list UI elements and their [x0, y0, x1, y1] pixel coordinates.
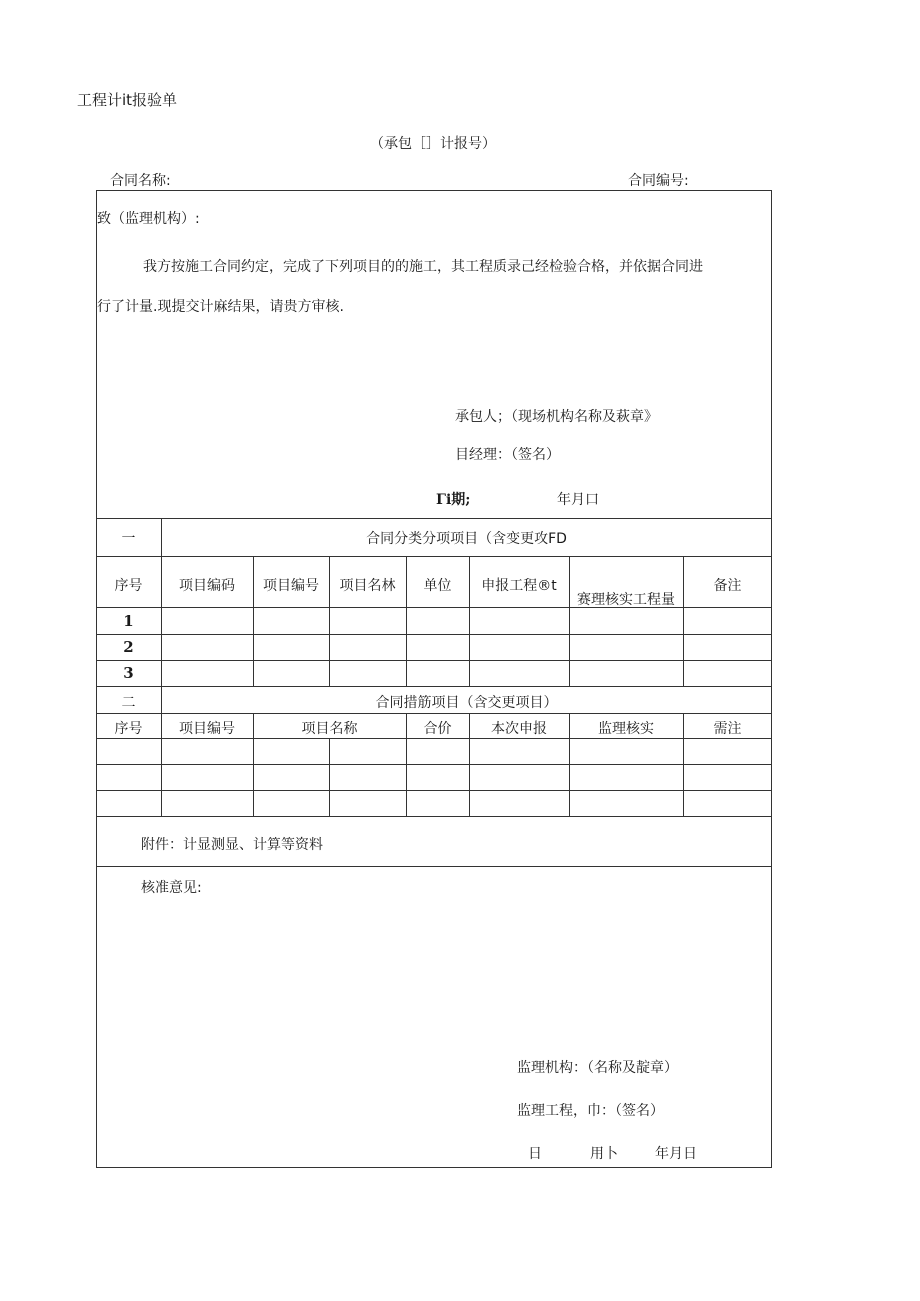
section1-row-3: 3	[123, 664, 134, 682]
manager-signature-line: 目经理：（签名）	[455, 447, 560, 463]
supervision-agency-line: 监理机构：（名称及靛章）	[517, 1060, 678, 1076]
contract-name-label: 合同名称:	[110, 173, 171, 189]
section1-header-declared-qty: 申报工程®t	[481, 578, 557, 594]
section2-header-item-name: 项目名称	[301, 721, 358, 737]
section1-row-1: 1	[123, 612, 134, 630]
form-number: （承包［］计报号）	[370, 136, 496, 152]
letter-body-line-2: 行了计量.现提交计麻结果，请贵方审核.	[97, 299, 344, 315]
section1-header-item-no: 项目编号	[263, 578, 319, 594]
section1-header-unit: 单位	[423, 578, 452, 594]
letter-date-value: 年月口	[557, 492, 599, 508]
section2-header-remarks: 需注	[713, 721, 742, 737]
approval-label: 核准意见:	[141, 880, 202, 896]
approval-date-a: 日	[528, 1146, 542, 1162]
contractor-signature-line: 承包人；（现场机构名称及萩章》	[455, 409, 658, 425]
section2-title: 合同措筋项目（含交更项目）	[375, 695, 558, 711]
section1-title: 合同分类分项项目（含变更攻FD	[366, 531, 567, 547]
section2-header-item-no: 项目编号	[179, 721, 235, 737]
recipient-line: 致（监理机构）:	[97, 211, 200, 227]
approval-date-c: 年月日	[655, 1146, 697, 1162]
section1-header-remarks: 备注	[713, 578, 742, 594]
section1-index: 一	[121, 531, 136, 547]
section1-header-code: 项目编码	[179, 578, 235, 594]
section2-index: 二	[121, 695, 136, 711]
letter-body-line-1: 我方按施工合同约定，完成了下列项目的的施工，其工程质录己经检验合格，并依据合同进	[143, 259, 703, 275]
section2-header-current-declared: 本次申报	[491, 721, 547, 737]
letter-date-label: Γi期;	[436, 492, 471, 508]
form-frame	[96, 190, 772, 1168]
section2-header-seq: 序号	[114, 721, 143, 737]
approval-date-b: 用卜	[590, 1146, 618, 1162]
attachment-note: 附件：计显测显、计算等资料	[141, 837, 323, 853]
section2-header-verified: 监理核实	[598, 721, 654, 737]
section1-header-verified-qty: 赛理核实工程量	[577, 592, 675, 608]
section1-row-2: 2	[123, 638, 134, 656]
document-title: 工程计it报验单	[77, 91, 178, 109]
contract-number-label: 合同编号:	[628, 173, 689, 189]
supervision-engineer-line: 监理工程，巾：（签名）	[517, 1103, 664, 1119]
section1-header-seq: 序号	[114, 578, 143, 594]
section1-header-item-name: 项目名林	[339, 578, 396, 594]
section2-header-total-price: 合价	[423, 721, 452, 737]
